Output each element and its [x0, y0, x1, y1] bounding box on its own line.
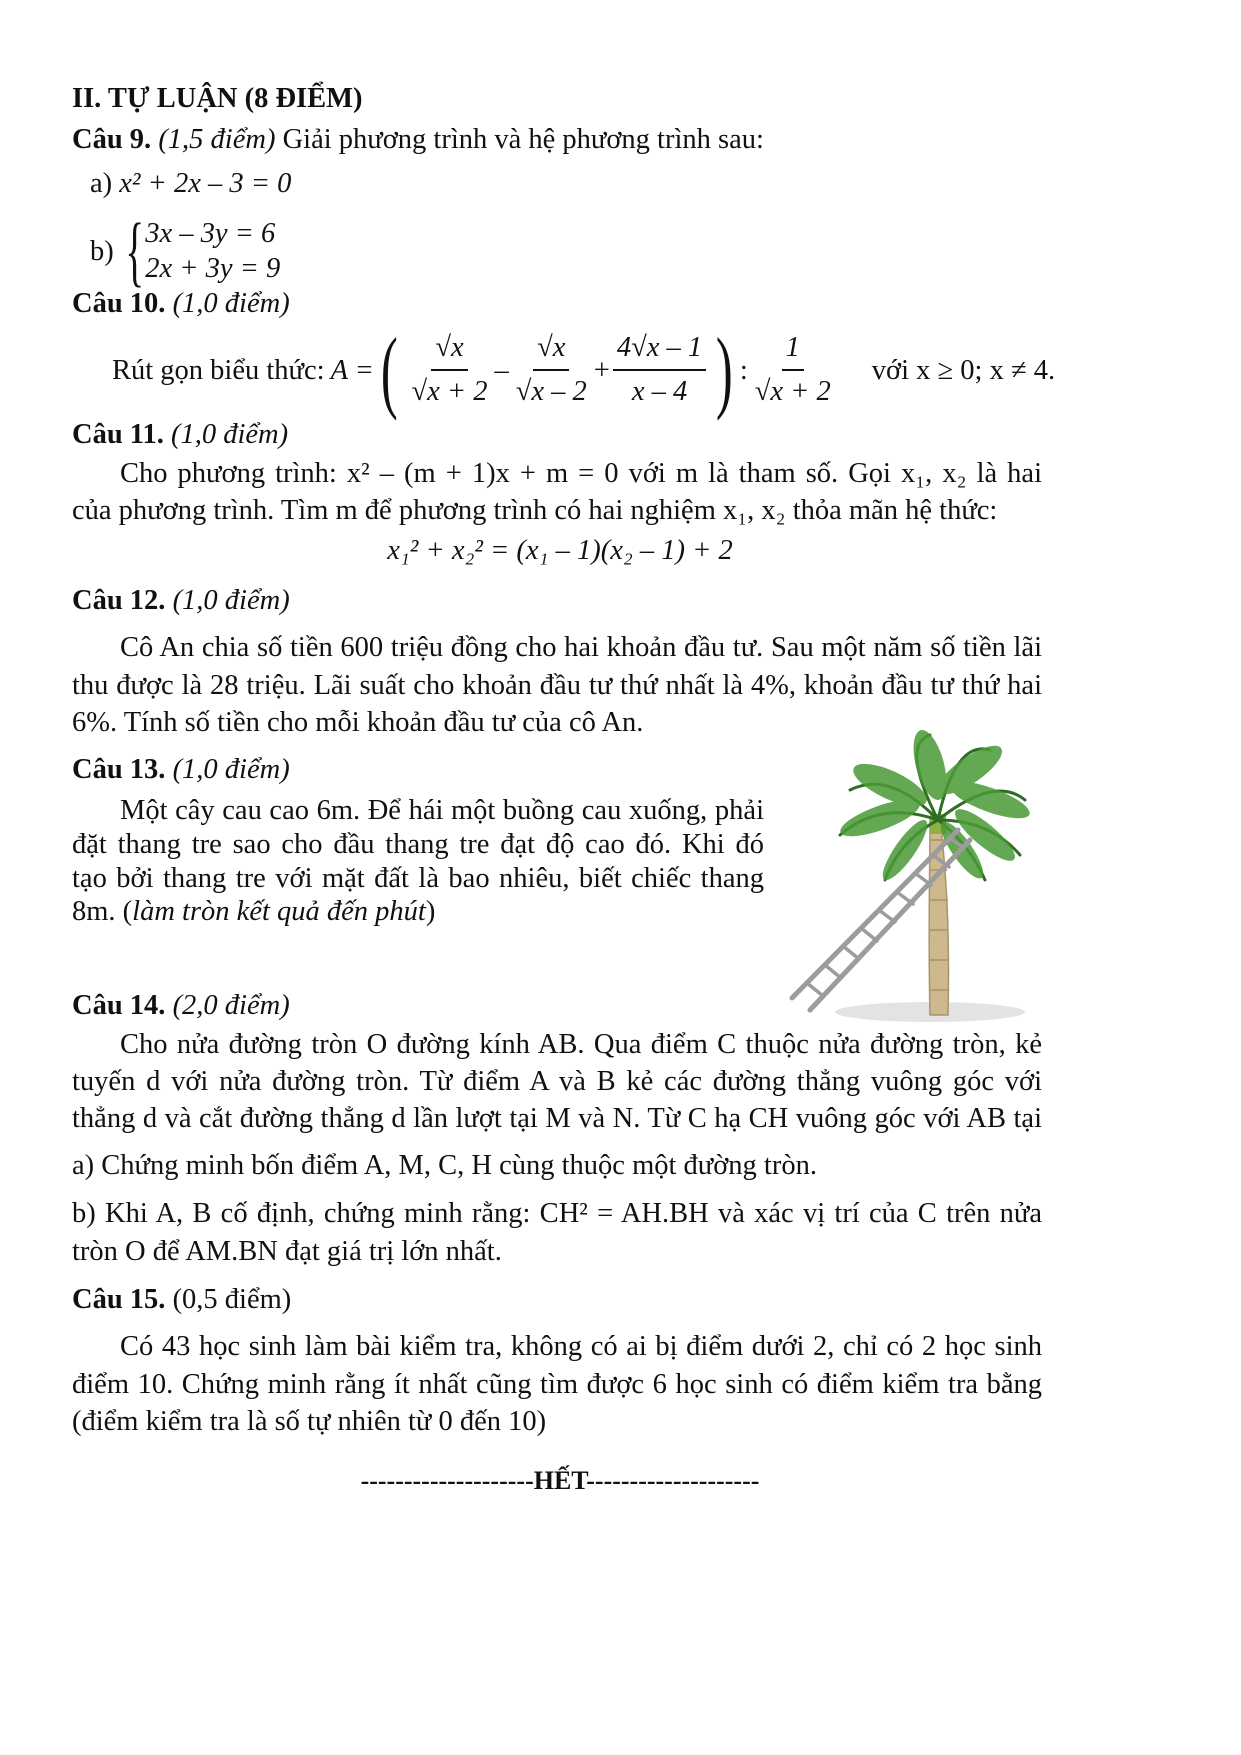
q13-line4-a: 8m. ( — [72, 896, 133, 927]
q9-header — [72, 119, 764, 160]
q15-line2: điểm 10. Chứng minh rằng ít nhất cũng tìm được 6 học sinh có điểm kiểm tra bằng — [72, 1369, 1042, 1400]
right-paren-icon: ) — [716, 319, 733, 421]
q14-line2: tuyến d với nửa đường tròn. Từ điểm A và B kẻ các đường thẳng vuông góc với — [72, 1066, 1042, 1097]
q9-system-eq2: 2x + 3y = 9 — [145, 253, 281, 284]
q10-frac1-num: √x — [431, 331, 467, 371]
q10-plus: + — [593, 354, 610, 386]
q10-frac3-den: x – 4 — [631, 376, 688, 407]
q10-expression — [112, 319, 1056, 421]
q11-label: Câu 11. — [72, 419, 164, 450]
q14-points: (2,0 điểm) — [172, 990, 290, 1021]
q9-label: Câu 9. — [72, 124, 152, 155]
q12-line2: thu được là 28 triệu. Lãi suất cho khoản đầu tư thứ nhất là 4%, khoản đầu tư thứ hai — [72, 670, 1042, 701]
end-marker: --------------------HẾT-------------------- — [360, 1466, 760, 1495]
q15-line1: Có 43 học sinh làm bài kiểm tra, không có ai bị điểm dưới 2, chỉ có 2 học sinh — [120, 1331, 1042, 1362]
q9-b-label: b) — [90, 235, 114, 267]
q9-part-a — [90, 163, 291, 204]
q10-prefix: Rút gọn biểu thức: — [112, 354, 325, 386]
q12-line3: 6%. Tính số tiền cho mỗi khoản đầu tư của cô An. — [72, 707, 644, 738]
q14-line3: thẳng d và cắt đường thẳng d lần lượt tại M và N. Từ C hạ CH vuông góc với AB tại — [72, 1103, 1042, 1134]
system-brace-icon: { — [125, 207, 144, 294]
q9-a-equation: x² + 2x – 3 = 0 — [119, 168, 292, 199]
q10-frac4-num: 1 — [782, 331, 804, 371]
q12-line1: Cô An chia số tiền 600 triệu đồng cho hai khoản đầu tư. Sau một năm số tiền lãi — [120, 632, 1042, 663]
q14-header — [72, 985, 290, 1026]
palm-tree-ladder-illustration — [780, 730, 1050, 1030]
q10-label: Câu 10. — [72, 288, 166, 319]
q14-line1: Cho nửa đường tròn O đường kính AB. Qua điểm C thuộc nửa đường tròn, kẻ — [120, 1029, 1042, 1060]
q9-system-eq1: 3x – 3y = 6 — [145, 218, 276, 249]
q9-part-b — [90, 207, 281, 294]
q10-frac1-den: √x + 2 — [411, 376, 488, 407]
q13-line4 — [72, 891, 435, 932]
q14-part-b-line1: b) Khi A, B cố định, chứng minh rằng: CH² = AH.BH và xác vị trí của C trên nửa — [72, 1198, 1042, 1229]
q9-system — [145, 216, 280, 286]
q12-points: (1,0 điểm) — [172, 585, 290, 616]
q11-line2: của phương trình. Tìm m để phương trình có hai nghiệm x₁, x₂ thỏa mãn hệ thức: — [72, 495, 998, 526]
q15-points: (0,5 điểm) — [172, 1284, 292, 1315]
q10-frac3 — [613, 331, 706, 409]
q14-part-b-line2: tròn O để AM.BN đạt giá trị lớn nhất. — [72, 1236, 502, 1267]
q14-part-a: a) Chứng minh bốn điểm A, M, C, H cùng thuộc một đường tròn. — [72, 1150, 817, 1181]
q13-line3: tạo bởi thang tre với mặt đất là bao nhiêu, biết chiếc thang — [72, 863, 764, 894]
q13-header — [72, 749, 290, 790]
q11-formula: x₁² + x₂² = (x₁ – 1)(x₂ – 1) + 2 — [387, 535, 733, 566]
q9-points: (1,5 điểm) — [158, 124, 276, 155]
q10-condition: với x ≥ 0; x ≠ 4. — [871, 354, 1056, 386]
q13-line1: Một cây cau cao 6m. Để hái một buồng cau xuống, phải — [120, 795, 764, 826]
q10-frac2-den: √x – 2 — [515, 376, 587, 407]
q10-minus: – — [494, 354, 509, 386]
q15-line3: (điểm kiểm tra là số tự nhiên từ 0 đến 10) — [72, 1406, 547, 1437]
q13-label: Câu 13. — [72, 754, 166, 785]
q10-frac4-den: √x + 2 — [754, 376, 831, 407]
q10-frac2 — [512, 331, 591, 409]
q10-points: (1,0 điểm) — [172, 288, 290, 319]
q15-header — [72, 1279, 291, 1320]
q13-line4-b: làm tròn kết quả đến phút — [132, 896, 426, 927]
q9-intro: Giải phương trình và hệ phương trình sau: — [282, 124, 764, 155]
q9-a-label: a) — [90, 168, 113, 199]
q11-line1: Cho phương trình: x² – (m + 1)x + m = 0 với m là tham số. Gọi x₁, x₂ là hai — [120, 458, 1042, 489]
q12-header — [72, 580, 290, 621]
q11-points: (1,0 điểm) — [171, 419, 289, 450]
q10-header — [72, 283, 290, 324]
q13-line2: đặt thang tre sao cho đầu thang tre đạt độ cao đó. Khi đó — [72, 829, 764, 860]
q10-frac1 — [407, 331, 491, 409]
q10-colon: : — [739, 354, 748, 386]
q10-frac4 — [751, 331, 835, 409]
left-paren-icon: ( — [380, 319, 398, 421]
q10-frac2-num: √x — [533, 331, 569, 371]
q12-label: Câu 12. — [72, 585, 166, 616]
q15-label: Câu 15. — [72, 1284, 166, 1315]
q10-A-eq: A = — [330, 354, 374, 386]
q13-points: (1,0 điểm) — [172, 754, 290, 785]
q11-header — [72, 414, 288, 455]
section-title: II. TỰ LUẬN (8 ĐIỂM) — [72, 83, 363, 114]
q14-label: Câu 14. — [72, 990, 166, 1021]
q10-frac3-num: 4√x – 1 — [613, 331, 706, 371]
q13-line4-c: ) — [425, 896, 436, 927]
